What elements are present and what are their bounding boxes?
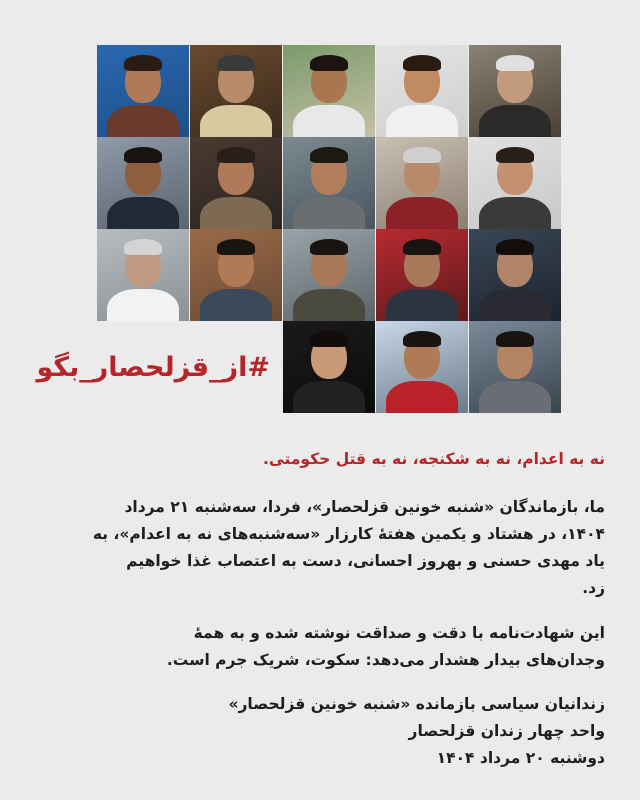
portrait-photo	[97, 229, 189, 321]
signature-line: واحد چهار زندان قزلحصار	[408, 722, 605, 740]
portrait-photo	[376, 45, 468, 137]
testimony-paragraph	[45, 620, 605, 674]
signature-block	[45, 691, 605, 772]
portrait-photo	[376, 137, 468, 229]
signature-line: زندانیان سیاسی بازمانده «شنبه خونین قزلحصار»	[228, 695, 605, 713]
portrait-photo	[469, 229, 561, 321]
portrait-photo	[283, 321, 375, 413]
portrait-photo	[469, 45, 561, 137]
testimony-line: این شهادت‌نامه با دقت و صداقت نوشته شده و به همهٔ	[193, 624, 605, 642]
statement-line: ۱۴۰۴، در هشتاد و یکمین هفتهٔ کارزار «سه‌شنبه‌های نه به اعدام»، به	[92, 525, 605, 543]
portrait-photo	[97, 137, 189, 229]
statement-paragraph	[45, 494, 605, 602]
statement-line: زد.	[582, 579, 605, 597]
statement-line: یاد مهدی حسنی و بهروز احسانی، دست به اعتصاب غذا خواهیم	[126, 552, 605, 570]
portrait-photo	[283, 229, 375, 321]
signature-line: دوشنبه ۲۰ مرداد ۱۴۰۴	[436, 749, 605, 767]
slogan: نه به اعدام، نه به شکنجه، نه به قتل حکومتی.	[262, 450, 605, 468]
portrait-photo	[469, 137, 561, 229]
portrait-photo	[190, 229, 282, 321]
portrait-photo	[283, 137, 375, 229]
portrait-photo	[376, 229, 468, 321]
portrait-photo	[376, 321, 468, 413]
statement-line: ما، بازماندگان «شنبه خونین قزلحصار»، فردا، سه‌شنبه ۲۱ مرداد	[124, 498, 605, 516]
portrait-photo	[190, 45, 282, 137]
portrait-photo	[283, 45, 375, 137]
hashtag: #از_قزلحصار_بگو	[36, 352, 270, 383]
portrait-photo	[190, 137, 282, 229]
portrait-photo	[97, 45, 189, 137]
portrait-photo	[469, 321, 561, 413]
testimony-line: وجدان‌های بیدار هشدار می‌دهد: سکوت، شریک جرم است.	[166, 651, 605, 669]
